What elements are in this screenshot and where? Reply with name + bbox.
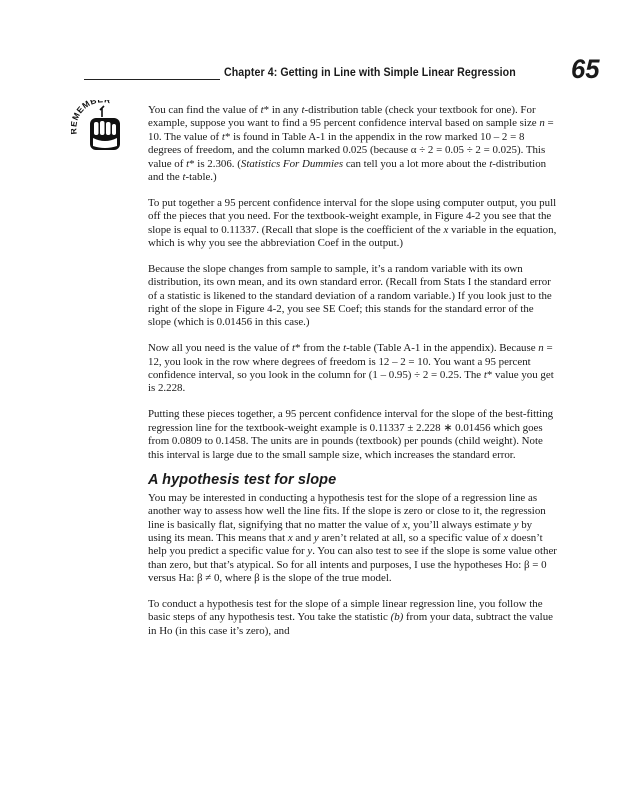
header-rule bbox=[84, 79, 220, 80]
paragraph-standard-error: Because the slope changes from sample to sample, it’s a random variable with its own distribution, its own mean, and its own standard error. (Recall from Stats I the standard error of a statistic is likened to the standard deviation of a random variable.) If you look just to the right of the slope in Figure 4-2, you see SE Coef; this stands for the standard error of the slope (which is 0.01456 in this case.) bbox=[148, 262, 552, 329]
chapter-title: Chapter 4: Getting in Line with Simple Linear Regression bbox=[224, 65, 516, 79]
remember-icon-label: MEMB bbox=[71, 100, 99, 122]
page-number: 65 bbox=[571, 54, 600, 84]
finger-string-hand-icon bbox=[90, 106, 120, 150]
paragraph-computer-output: To put together a 95 percent confidence interval for the slope using computer output, you pull off the pieces that you need. For the textbook-weight example, in Figure 4-2 you see that the slope is equal to 0.11337. (Recall that slope is the coefficient of the x variable in the equation, which is why you see the abbreviation Coef in the output.) bbox=[148, 196, 557, 250]
paragraph-hypothesis-test: You may be interested in conducting a hypothesis test for the slope of a regression line as another way to assess how well the line fits. If the slope is zero or close to it, the regression line is basically flat, signifying that no matter the value of x, you’ll always estimate y by using its mean. This means that x and y aren’t related at all, so a specific value of x doesn’t help you predict a specific value for y. You can also test to see if the slope is some value other than zero, but that’s atypical. So for all intents and purposes, I use the hypotheses Ho: β = 0 versus Ha: β ≠ 0, where β is the slope of the true model. bbox=[148, 491, 557, 585]
page-body bbox=[148, 104, 558, 651]
paragraph-t-star-value: You can find the value of t* in any t-distribution table (check your textbook for one). For example, suppose you want to find a 95 percent confidence interval based on sample size n = 10. The value of t* is found in Table A-1 in the appendix in the row marked 10 – 2 = 8 degrees of freedom, and the column marked 0.025 (because α ÷ 2 = 0.05 ÷ 2 = 0.025). This value of t* is 2.306. (Statistics For Dummies can tell you a lot more about the t-distribution and the t-table.) bbox=[148, 104, 554, 184]
running-header bbox=[84, 54, 612, 88]
paragraph-conduct-test: To conduct a hypothesis test for the slope of a simple linear regression line, you follow the basic steps of any hypothesis test. You take the statistic (b) from your data, subtract the value in Ho (in this case it’s zero), and bbox=[148, 597, 553, 637]
paragraph-confidence-interval: Putting these pieces together, a 95 percent confidence interval for the slope of the best-fitting regression line for the textbook-weight example is 0.11337 ± 2.228 ∗ 0.01456 which goes from 0.0809 to 0.1458. The units are in pounds (textbook) per pounds (child weight). Note this interval is large due to the small sample size, which increases the standard error. bbox=[148, 408, 554, 461]
remember-icon bbox=[71, 100, 133, 156]
paragraph-t-table: Now all you need is the value of t* from the t-table (Table A-1 in the appendix). Because n = 12, you look in the row where degrees of freedom is 12 – 2 = 10. You want a 95 percent confidence interval, so you look in the column for (1 – 0.95) ÷ 2 = 0.25. The t* value you get is 2.228. bbox=[148, 342, 554, 395]
section-heading: A hypothesis test for slope bbox=[148, 472, 337, 489]
